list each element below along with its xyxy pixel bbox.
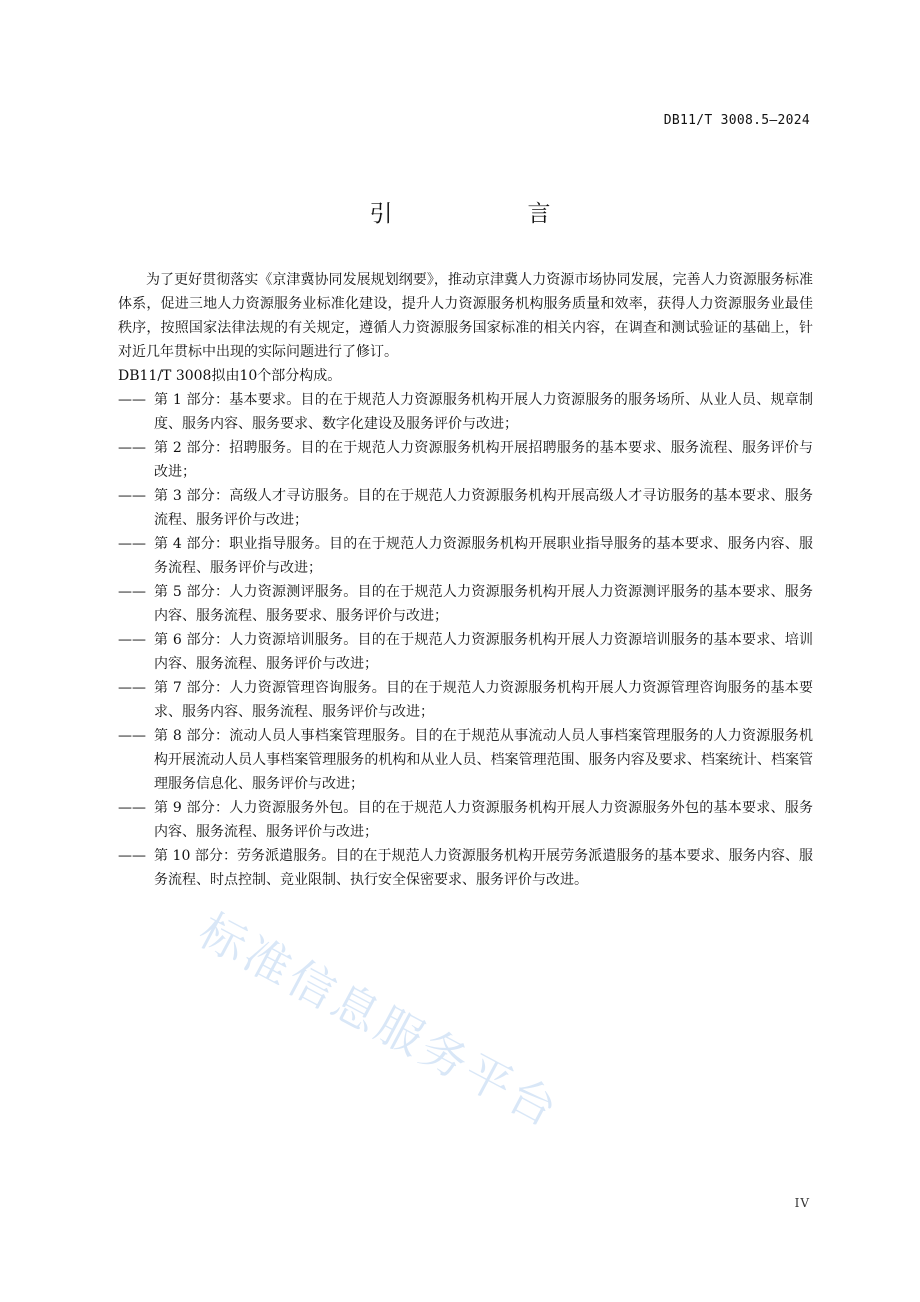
structure-line: [118, 364, 813, 388]
dash-marker: ——: [118, 488, 146, 504]
list-item: [118, 724, 813, 796]
dash-marker: ——: [118, 800, 146, 816]
list-item-text: 第 10 部分：劳务派遣服务。目的在于规范人力资源服务机构开展劳务派遣服务的基本要求、服务内容、服务流程、时点控制、竞业限制、执行安全保密要求、服务评价与改进。: [154, 848, 813, 888]
list-item: [118, 388, 813, 436]
list-item: [118, 628, 813, 676]
structure-line-text: DB11/T 3008拟由10个部分构成。: [118, 368, 342, 384]
list-item: [118, 532, 813, 580]
page-number: IV: [794, 1196, 810, 1210]
page-title: 引 言: [369, 201, 607, 227]
list-item: [118, 676, 813, 724]
list-item: [118, 796, 813, 844]
dash-marker: ——: [118, 848, 146, 864]
dash-marker: ——: [118, 584, 146, 600]
list-item-text: 第 5 部分：人力资源测评服务。目的在于规范人力资源服务机构开展人力资源测评服务的基本要求、服务内容、服务流程、服务要求、服务评价与改进；: [154, 584, 813, 624]
list-item: [118, 844, 813, 892]
list-item-text: 第 8 部分：流动人员人事档案管理服务。目的在于规范从事流动人员人事档案管理服务的人力资源服务机构开展流动人员人事档案管理服务的机构和从业人员、档案管理范围、服务内容及要求、档案统计、档案管理服务信息化、服务评价与改进；: [154, 728, 813, 792]
list-item-text: 第 7 部分：人力资源管理咨询服务。目的在于规范人力资源服务机构开展人力资源管理咨询服务的基本要求、服务内容、服务流程、服务评价与改进；: [154, 680, 813, 720]
list-item-text: 第 9 部分：人力资源服务外包。目的在于规范人力资源服务机构开展人力资源服务外包的基本要求、服务内容、服务流程、服务评价与改进；: [154, 800, 813, 840]
dash-marker: ——: [118, 440, 146, 456]
watermark: 标准信息服务平台: [190, 902, 569, 1139]
list-item-text: 第 6 部分：人力资源培训服务。目的在于规范人力资源服务机构开展人力资源培训服务的基本要求、培训内容、服务流程、服务评价与改进；: [154, 632, 813, 672]
intro-paragraph: 为了更好贯彻落实《京津冀协同发展规划纲要》，推动京津冀人力资源市场协同发展，完善人力资源服务标准体系，促进三地人力资源服务业标准化建设，提升人力资源服务机构服务质量和效率，获得人力资源服务业最佳秩序，按照国家法律法规的有关规定，遵循人力资源服务国家标准的相关内容，在调查和测试验证的基础上，针对近几年贯标中出现的实际问题进行了修订。: [118, 272, 813, 360]
dash-marker: ——: [118, 680, 146, 696]
document-code: DB11/T 3008.5—2024: [663, 113, 810, 128]
list-item: [118, 484, 813, 532]
body-text: [118, 268, 813, 892]
list-item-text: 第 4 部分：职业指导服务。目的在于规范人力资源服务机构开展职业指导服务的基本要求、服务内容、服务流程、服务评价与改进；: [154, 536, 813, 576]
dash-marker: ——: [118, 728, 146, 744]
list-item-text: 第 3 部分：高级人才寻访服务。目的在于规范人力资源服务机构开展高级人才寻访服务的基本要求、服务流程、服务评价与改进；: [154, 488, 813, 528]
list-item: [118, 580, 813, 628]
list-item: [118, 436, 813, 484]
dash-marker: ——: [118, 536, 146, 552]
list-item-text: 第 2 部分：招聘服务。目的在于规范人力资源服务机构开展招聘服务的基本要求、服务流程、服务评价与改进；: [154, 440, 813, 480]
dash-marker: ——: [118, 392, 146, 408]
dash-marker: ——: [118, 632, 146, 648]
list-item-text: 第 1 部分：基本要求。目的在于规范人力资源服务机构开展人力资源服务的服务场所、从业人员、规章制度、服务内容、服务要求、数字化建设及服务评价与改进；: [154, 392, 813, 432]
